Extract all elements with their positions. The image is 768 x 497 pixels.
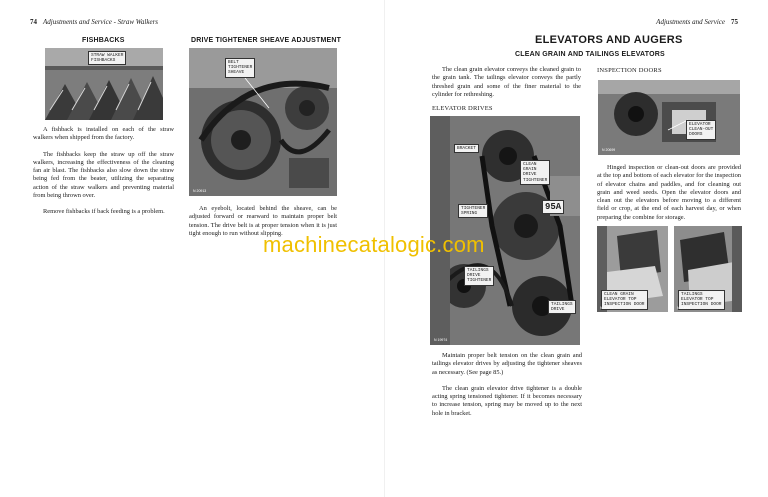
sheave-photo bbox=[189, 48, 337, 196]
fishbacks-text bbox=[33, 126, 174, 225]
sheave-photo-id: N 20913 bbox=[193, 189, 207, 193]
inspection-doors-illustration bbox=[598, 80, 740, 155]
page-number-right: 75 bbox=[731, 18, 738, 26]
clean-grain-door-photo-id: N 20993 bbox=[600, 306, 614, 310]
clean-grain-top-door-callout: CLEAN GRAIN ELEVATOR TOP INSPECTION DOOR bbox=[601, 290, 648, 310]
fishbacks-paragraph: The fishbacks keep the straw up off the straw walkers, increasing the effectiveness of the cleaning fan air blast. The fishbacks also slow down the straw being fed from the beater, utilizing the separating action of the straw walkers and preventing material from being thrown over. bbox=[33, 150, 174, 200]
elevators-subtitle: CLEAN GRAIN AND TAILINGS ELEVATORS bbox=[515, 51, 665, 58]
tailings-door-photo-id: N 20994 bbox=[677, 306, 691, 310]
fishbacks-paragraph: Remove fishbacks if back feeding is a problem. bbox=[43, 208, 165, 216]
drives-paragraph: Maintain proper belt tension on the clean grain and tailings elevator drives by adjusting the tightener sheaves as necessary. (See page 85.) bbox=[432, 352, 582, 376]
fishbacks-paragraph: A fishback is installed on each of the straw walkers when shipped from the factory. bbox=[33, 126, 174, 142]
elevators-title: ELEVATORS AND AUGERS bbox=[535, 34, 683, 46]
fishbacks-callout: STRAW WALKER FISHBACKS bbox=[88, 51, 126, 65]
inspection-doors-text bbox=[597, 164, 741, 230]
clean-grain-tightener-callout: CLEAN GRAIN DRIVE TIGHTENER bbox=[520, 160, 550, 185]
inspection-doors-photo bbox=[598, 80, 740, 155]
running-head-right-text: Adjustments and Service bbox=[656, 18, 725, 26]
clean-grain-door-photo bbox=[597, 226, 668, 312]
clean-out-doors-callout: ELEVATOR CLEAN-OUT DOORS bbox=[686, 120, 716, 140]
tightener-spring-callout: TIGHTENER SPRING bbox=[458, 204, 488, 218]
inspection-doors-title: INSPECTION DOORS bbox=[597, 67, 662, 74]
part-number-callout: 95A bbox=[542, 200, 564, 214]
tailings-top-door-callout: TAILINGS ELEVATOR TOP INSPECTION DOOR bbox=[678, 290, 725, 310]
tailings-tightener-callout: TAILINGS DRIVE TIGHTENER bbox=[464, 266, 494, 286]
running-head-left bbox=[30, 18, 158, 26]
sheave-callout: BELT TIGHTENER SHEAVE bbox=[225, 58, 255, 78]
drives-photo-id: N 19974 bbox=[434, 338, 448, 342]
inspection-paragraph: Hinged inspection or clean-out doors are provided at the top and bottom of each elevator for the inspection of elevator chains and paddles, and for cleaning out grain and weed seeds. Open the elevator doors and clean out the elevators before moving to a different field or crop, at the end of each harvest day, or when preparing the combine for storage. bbox=[597, 164, 741, 221]
elevator-drives-photo bbox=[430, 116, 580, 345]
intro-paragraph: The clean grain elevator conveys the cleaned grain to the grain tank. The tailings elevator conveys the partly threshed grain and some of the finer material to the cylinder for rethreshing. bbox=[432, 66, 581, 98]
elevator-drives-text bbox=[432, 352, 582, 426]
elevator-drives-title: ELEVATOR DRIVES bbox=[432, 105, 493, 112]
fishbacks-photo bbox=[45, 48, 163, 120]
sheave-paragraph: An eyebolt, located behind the sheave, can be adjusted forward or rearward to maintain proper belt tension. The drive belt is at proper tension when it is just tight enough to run without slipping. bbox=[189, 205, 337, 237]
running-head-left-text: Adjustments and Service - Straw Walkers bbox=[43, 18, 159, 26]
page-number-left: 74 bbox=[30, 18, 37, 26]
inspection-photo-id: N 20699 bbox=[602, 148, 616, 152]
drives-paragraph: The clean grain elevator drive tightener is a double acting spring tensioned tightener. If it becomes necessary to increase tension, spring may be moved up to the next hole in bracket. bbox=[432, 384, 582, 417]
sheave-title: DRIVE TIGHTENER SHEAVE ADJUSTMENT bbox=[191, 37, 342, 44]
fishbacks-title: FISHBACKS bbox=[82, 37, 125, 44]
elevators-intro bbox=[432, 66, 581, 107]
tailings-drive-callout: TAILINGS DRIVE bbox=[548, 300, 576, 314]
sheave-illustration bbox=[189, 48, 337, 196]
watermark: machinecatalogic.com bbox=[263, 232, 485, 257]
tailings-door-photo bbox=[674, 226, 742, 312]
bracket-callout: BRACKET bbox=[454, 144, 479, 153]
running-head-right bbox=[656, 18, 738, 26]
